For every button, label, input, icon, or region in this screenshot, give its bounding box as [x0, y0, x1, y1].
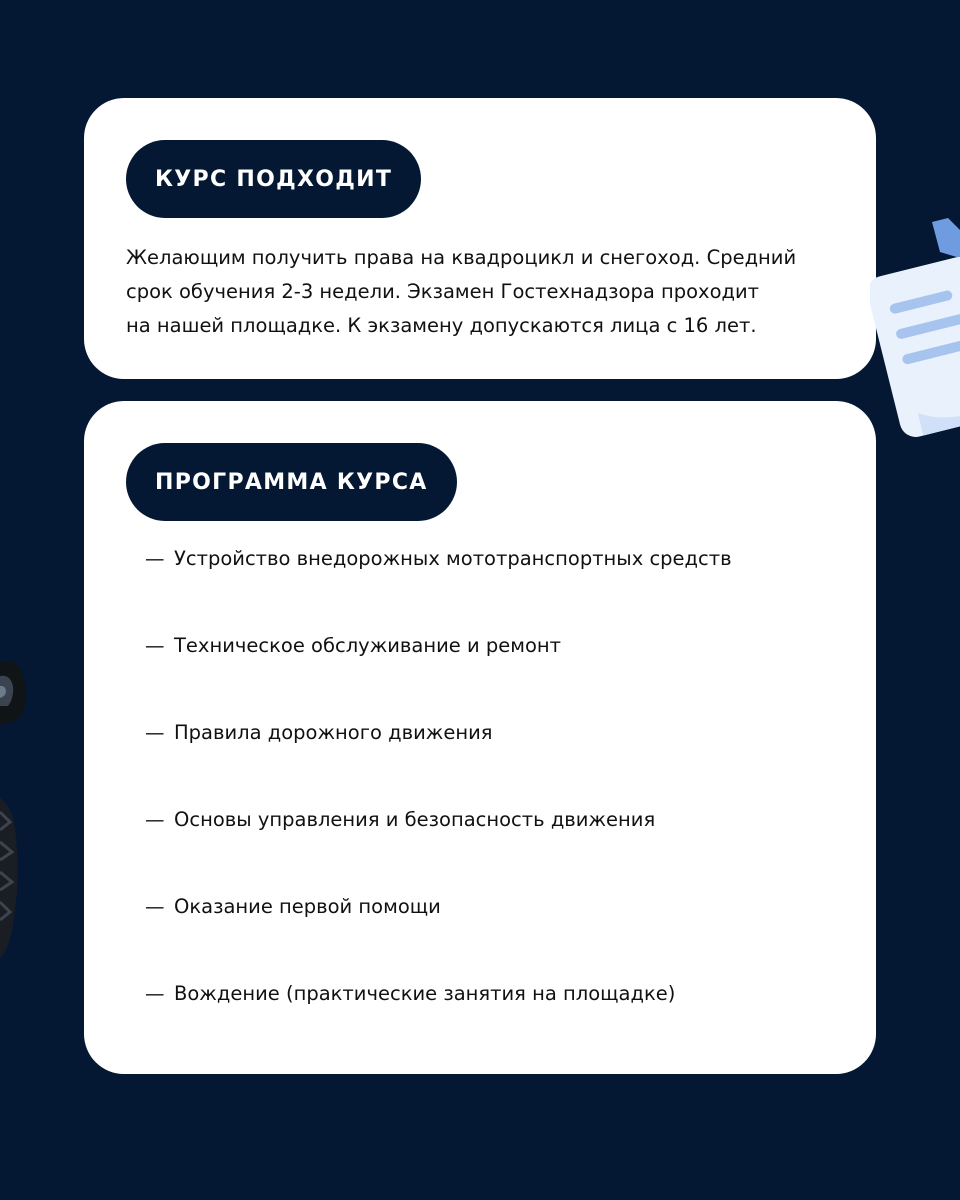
list-dash: — — [145, 547, 165, 570]
list-dash: — — [145, 982, 165, 1005]
list-item — [145, 806, 845, 893]
course-program-card — [84, 401, 876, 1074]
list-item — [145, 980, 845, 1067]
course-fits-line-3: на нашей площадке. К экзамену допускаются лица с 16 лет. — [126, 314, 757, 337]
list-item — [145, 632, 845, 719]
list-item-text: Вождение (практические занятия на площадке) — [174, 982, 676, 1005]
list-dash: — — [145, 895, 165, 918]
list-item-text: Основы управления и безопасность движения — [174, 808, 656, 831]
list-dash: — — [145, 808, 165, 831]
course-fits-line-1: Желающим получить права на квадроцикл и снегоход. Средний — [126, 246, 797, 269]
list-item-text: Оказание первой помощи — [174, 895, 441, 918]
list-dash: — — [145, 721, 165, 744]
vehicle-wheel-icon — [0, 658, 28, 728]
course-fits-card — [84, 98, 876, 379]
course-fits-heading: КУРС ПОДХОДИТ — [126, 140, 421, 218]
course-program-list — [145, 545, 845, 1067]
course-fits-line-2: срок обучения 2-3 недели. Экзамен Гостехнадзора проходит — [126, 280, 760, 303]
document-icon — [870, 218, 960, 448]
course-fits-description — [126, 241, 826, 343]
list-dash: — — [145, 634, 165, 657]
list-item-text: Устройство внедорожных мототранспортных средств — [174, 547, 732, 570]
list-item — [145, 719, 845, 806]
list-item-text: Правила дорожного движения — [174, 721, 493, 744]
list-item — [145, 545, 845, 632]
list-item-text: Техническое обслуживание и ремонт — [174, 634, 561, 657]
list-item — [145, 893, 845, 980]
vehicle-tire-icon — [0, 798, 20, 958]
course-program-heading: ПРОГРАММА КУРСА — [126, 443, 457, 521]
